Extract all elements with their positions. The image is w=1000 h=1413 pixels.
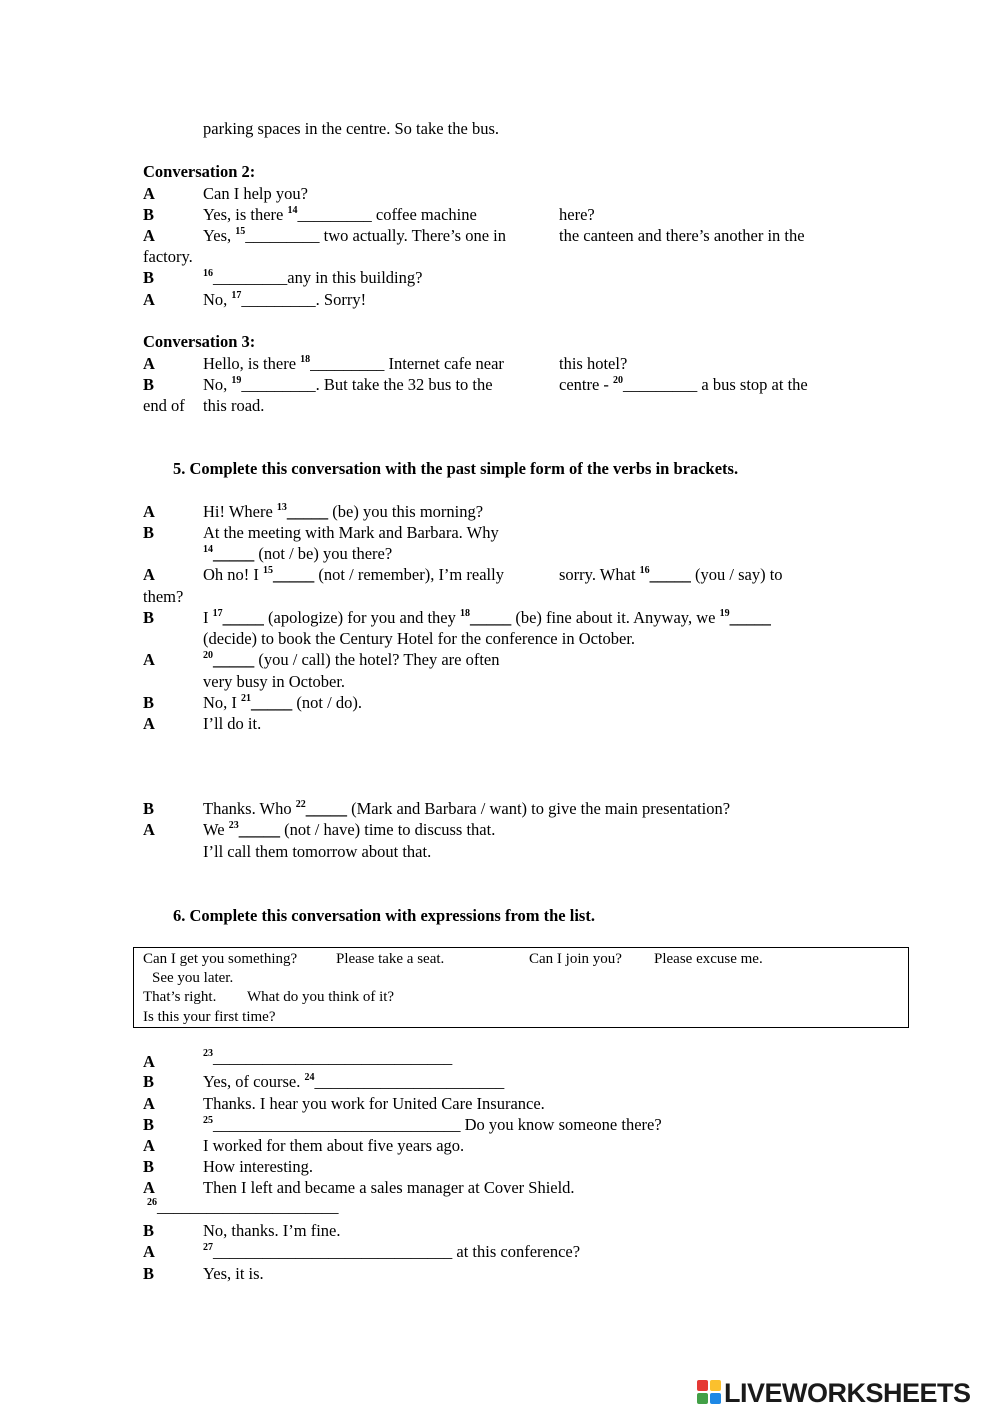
speaker-label: B (143, 1157, 155, 1176)
expression-list-box (133, 947, 909, 1028)
text: Hello, is there (203, 354, 301, 373)
answer-blank[interactable]: _____ (305, 799, 347, 818)
gap-number: 23 (228, 820, 239, 831)
dialogue-line-wrap: them? (143, 587, 184, 606)
answer-blank[interactable]: _____ (469, 608, 512, 627)
text: (not / do). (292, 693, 362, 712)
text: centre - (559, 375, 614, 394)
dialogue-line (203, 822, 495, 839)
text: No, (203, 290, 232, 309)
dialogue-line (203, 504, 483, 521)
dialogue-line-cont: very busy in October. (203, 672, 346, 691)
speaker-label: B (143, 693, 155, 712)
text: a bus stop at the (697, 375, 808, 394)
gap-number: 26 (147, 1197, 157, 1208)
list-item: What do you think of it? (247, 989, 395, 1005)
answer-blank[interactable]: _____________________________ (213, 1242, 453, 1261)
dialogue-line (203, 1117, 662, 1134)
answer-blank[interactable]: _____ (213, 650, 255, 669)
dialogue-line: Then I left and became a sales manager at Cover Shield. (203, 1178, 575, 1197)
answer-blank[interactable]: _____ (238, 820, 280, 839)
speaker-label: B (143, 608, 155, 627)
text: I (203, 608, 213, 627)
speaker-label: A (143, 502, 155, 521)
answer-blank[interactable]: ______________________ (157, 1197, 339, 1216)
text: Yes, (203, 226, 236, 245)
speaker-label: A (143, 565, 155, 584)
dialogue-line (203, 207, 477, 224)
list-item: Can I get you something? (143, 951, 298, 967)
dialogue-line-cont: the canteen and there’s another in the (559, 226, 805, 245)
text: Yes, of course. (203, 1072, 305, 1091)
gap-number: 27 (203, 1242, 213, 1253)
logo-text: LIVEWORKSHEETS (724, 1378, 971, 1408)
dialogue-line: Can I help you? (203, 184, 308, 203)
text: (you / call) the hotel? They are often (254, 650, 500, 669)
conversation-2-heading: Conversation 2: (143, 162, 256, 181)
list-item: That’s right. (143, 989, 217, 1005)
text-line: parking spaces in the centre. So take the bus. (203, 119, 499, 138)
answer-blank[interactable]: _____ (649, 565, 691, 584)
answer-blank[interactable]: _____ (213, 544, 255, 563)
text: Yes, is there (203, 205, 288, 224)
dialogue-line (203, 610, 771, 627)
text: at this conference? (452, 1242, 581, 1261)
text: Internet cafe near (384, 354, 504, 373)
text: Do you know someone there? (460, 1115, 662, 1134)
text: (apologize) for you and they (263, 608, 460, 627)
gap-number: 20 (613, 375, 624, 386)
gap-number: 17 (231, 290, 242, 301)
speaker-label: A (143, 226, 155, 245)
gap-number: 18 (459, 608, 470, 619)
speaker-label: A (143, 1242, 155, 1261)
gap-number: 20 (203, 650, 213, 661)
speaker-label: A (143, 290, 155, 309)
text: coffee machine (371, 205, 477, 224)
dialogue-line-cont (559, 377, 808, 394)
gap-number: 14 (203, 544, 213, 555)
gap-number: 15 (235, 226, 246, 237)
dialogue-line (203, 356, 504, 373)
text: two actually. There’s one in (319, 226, 507, 245)
gap-number: 18 (300, 354, 311, 365)
dialogue-line: Thanks. I hear you work for United Care Insurance. (203, 1094, 545, 1113)
answer-blank[interactable]: _____ (286, 502, 329, 521)
dialogue-line-wrap: factory. (143, 247, 193, 266)
speaker-label: A (143, 1052, 155, 1071)
dialogue-line: At the meeting with Mark and Barbara. Why (203, 523, 499, 542)
text: (you / say) to (690, 565, 783, 584)
gap-number: 22 (295, 799, 306, 810)
text: Oh no! I (203, 565, 264, 584)
text: No, I (203, 693, 242, 712)
text: any in this building? (287, 268, 423, 287)
speaker-label: A (143, 354, 155, 373)
speaker-label: A (143, 1178, 155, 1197)
gap-number: 16 (203, 268, 213, 279)
text: (not / have) time to discuss that. (279, 820, 496, 839)
speaker-label: B (143, 375, 155, 394)
speaker-label: A (143, 1094, 155, 1113)
text: Thanks. Who (203, 799, 296, 818)
answer-blank[interactable]: _____ (222, 608, 264, 627)
speaker-label: B (143, 523, 155, 542)
dialogue-line-cont (203, 546, 392, 563)
answer-blank[interactable]: _________ (241, 375, 316, 394)
text: . But take the 32 bus to the (315, 375, 493, 394)
speaker-label: A (143, 820, 155, 839)
list-item: Please take a seat. (336, 951, 445, 967)
gap-number: 15 (263, 565, 274, 576)
gap-number: 17 (212, 608, 223, 619)
speaker-label: A (143, 714, 155, 733)
text: (be) you this morning? (328, 502, 484, 521)
answer-blank[interactable]: _________ (297, 205, 372, 224)
dialogue-line: How interesting. (203, 1157, 313, 1176)
answer-blank[interactable]: _____ (273, 565, 315, 584)
dialogue-line (203, 1074, 504, 1091)
dialogue-line (203, 652, 500, 669)
answer-blank[interactable]: _________ (623, 375, 698, 394)
gap-number: 19 (231, 375, 242, 386)
speaker-label: B (143, 1072, 155, 1091)
dialogue-line (203, 270, 422, 287)
dialogue-line-cont (147, 1199, 339, 1216)
gap-number: 24 (304, 1072, 315, 1083)
speaker-label: A (143, 650, 155, 669)
text: We (203, 820, 229, 839)
gap-number: 23 (203, 1048, 213, 1059)
conversation-3-heading: Conversation 3: (143, 332, 256, 351)
answer-blank[interactable]: _________ (241, 290, 316, 309)
text: . Sorry! (315, 290, 367, 309)
text: No, (203, 375, 232, 394)
list-item: See you later. (152, 970, 234, 986)
text: (not / remember), I’m really (314, 565, 504, 584)
dialogue-line (203, 695, 362, 712)
answer-blank[interactable]: _________ (245, 226, 320, 245)
dialogue-line: I’ll do it. (203, 714, 262, 733)
dialogue-line-cont: this hotel? (559, 354, 628, 373)
exercise-5-heading: 5. Complete this conversation with the past simple form of the verbs in brackets. (173, 459, 739, 478)
dialogue-line-cont: (decide) to book the Century Hotel for the conference in October. (203, 629, 636, 648)
text: (Mark and Barbara / want) to give the main presentation? (346, 799, 731, 818)
answer-blank[interactable]: _____ (729, 608, 771, 627)
dialogue-line (203, 292, 366, 309)
speaker-label: B (143, 1115, 155, 1134)
dialogue-line (203, 228, 506, 245)
dialogue-line: Yes, it is. (203, 1264, 264, 1283)
answer-blank[interactable]: _________ (310, 354, 385, 373)
dialogue-line-wrap: this road. (203, 396, 265, 415)
dialogue-line (203, 567, 504, 584)
dialogue-line (203, 801, 730, 818)
answer-blank[interactable]: ______________________________ (213, 1115, 461, 1134)
dialogue-line-cont: I’ll call them tomorrow about that. (203, 842, 432, 861)
answer-blank[interactable]: _____ (251, 693, 293, 712)
dialogue-line: I worked for them about five years ago. (203, 1136, 465, 1155)
logo-mark-icon (697, 1380, 721, 1404)
dialogue-line (203, 377, 493, 394)
text: (be) fine about it. Anyway, we (511, 608, 720, 627)
speaker-label: A (143, 184, 155, 203)
dialogue-line-wrap: end of (143, 396, 185, 415)
gap-number: 13 (276, 502, 287, 513)
answer-blank[interactable]: _____________________________ (213, 1048, 453, 1067)
answer-blank[interactable]: _______________________ (314, 1072, 505, 1091)
dialogue-line-cont: here? (559, 205, 595, 224)
speaker-label: B (143, 799, 155, 818)
answer-blank[interactable]: _________ (213, 268, 288, 287)
gap-number: 25 (203, 1115, 213, 1126)
speaker-label: B (143, 205, 155, 224)
text: (not / be) you there? (254, 544, 393, 563)
speaker-label: B (143, 1264, 155, 1283)
text: sorry. What (559, 565, 640, 584)
speaker-label: B (143, 268, 155, 287)
dialogue-line: No, thanks. I’m fine. (203, 1221, 341, 1240)
dialogue-line-cont (559, 567, 783, 584)
exercise-6-heading: 6. Complete this conversation with expressions from the list. (173, 906, 595, 925)
list-item: Can I join you? (529, 951, 622, 967)
speaker-label: B (143, 1221, 155, 1240)
text: Hi! Where (203, 502, 277, 521)
speaker-label: A (143, 1136, 155, 1155)
dialogue-line (203, 1050, 452, 1067)
gap-number: 21 (241, 693, 252, 704)
gap-number: 19 (719, 608, 730, 619)
gap-number: 14 (287, 205, 298, 216)
gap-number: 16 (639, 565, 650, 576)
dialogue-line (203, 1244, 580, 1261)
list-item: Please excuse me. (654, 951, 763, 967)
list-item: Is this your first time? (143, 1009, 276, 1025)
